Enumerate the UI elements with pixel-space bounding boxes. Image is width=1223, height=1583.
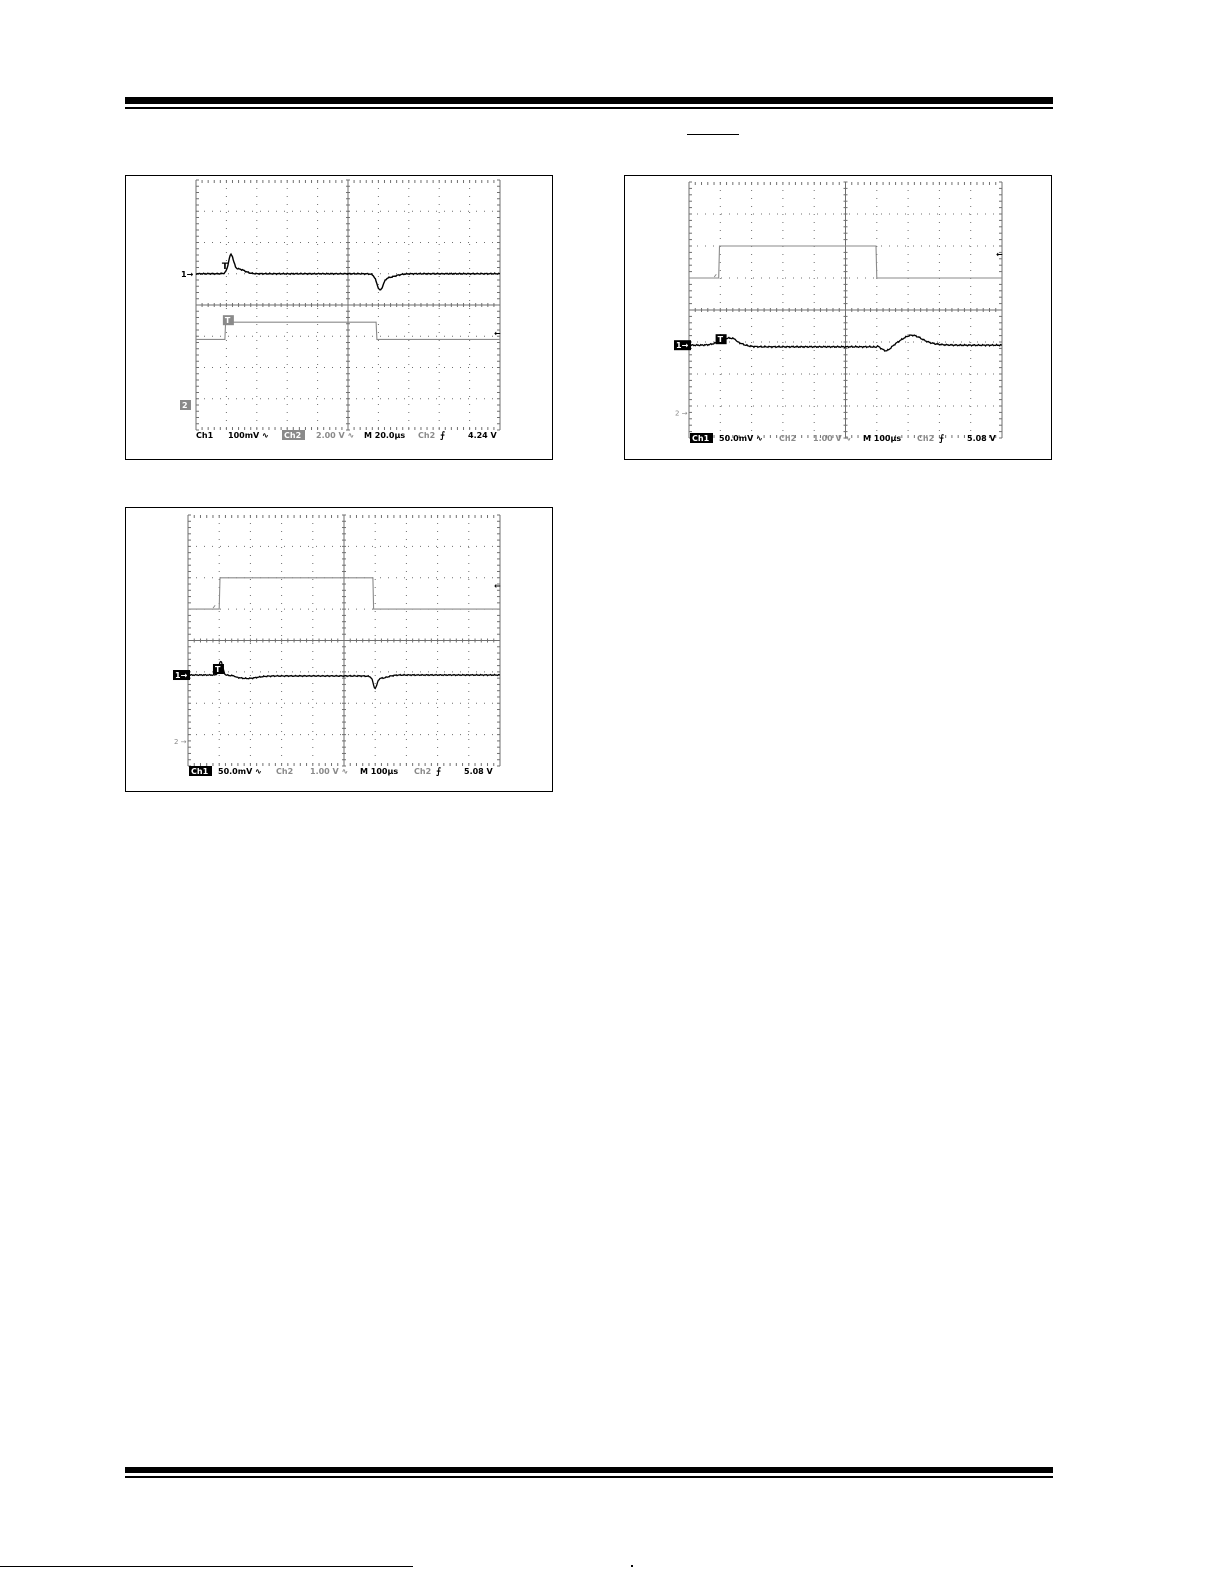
ch2-ground-marker: 2 → <box>174 737 187 746</box>
readout-ch2-label: Ch2 <box>276 767 294 776</box>
ch1-trigger-marker: T <box>221 261 229 272</box>
footer-mark <box>631 1565 633 1567</box>
scope-figure-c <box>125 507 553 792</box>
readout-trigger-level: 4.24 V <box>468 431 497 440</box>
readout-ch1-label: Ch1 <box>692 434 710 443</box>
oscilloscope-screen-b <box>625 176 1053 461</box>
ch1-trigger-marker: T <box>717 335 724 345</box>
readout-timebase: M 100µs <box>360 767 399 776</box>
trigger-level-arrow: ← <box>494 329 501 339</box>
ch2-trigger-marker: ᐟ <box>212 604 216 614</box>
readout-trigger-slope: ⨍ <box>440 431 446 441</box>
ch1-ground-marker: 1→ <box>181 269 194 279</box>
ch2-trigger-marker: ᐟ <box>713 273 718 282</box>
readout-ch2-scale: 2.00 V ∿ <box>316 431 355 440</box>
ch1-ground-marker: 1→ <box>175 671 188 681</box>
readout-ch1-scale: 100mV ∿ <box>228 431 269 440</box>
readout-ch2-scale: 1.00 V ∿ <box>310 767 349 776</box>
ch1-ground-marker: 1→ <box>676 341 689 351</box>
readout-ch1-label: Ch1 <box>196 431 214 440</box>
readout-timebase: M 20.0µs <box>364 431 406 440</box>
scope-figure-a <box>125 175 553 460</box>
readout-trigger-level: 5.08 V <box>967 434 996 443</box>
readout-trigger-source: Ch2 <box>917 434 935 443</box>
readout-trigger-source: Ch2 <box>414 767 432 776</box>
readout-ch2-label: Ch2 <box>284 431 302 440</box>
oscilloscope-screen-c <box>126 508 554 793</box>
header-overline-mark <box>687 134 739 135</box>
readout-trigger-slope: ⨍ <box>939 434 945 444</box>
footer-rule-thin <box>125 1476 1053 1478</box>
ch1-trigger-marker: T <box>214 665 221 675</box>
footer-rule-thick <box>125 1467 1053 1473</box>
ch2-trigger-marker: T <box>224 316 231 326</box>
readout-trigger-level: 5.08 V <box>464 767 493 776</box>
trigger-level-arrow: ← <box>996 250 1003 259</box>
readout-timebase: M 100µs <box>863 434 902 443</box>
header-rule-thick <box>125 97 1053 104</box>
trigger-level-arrow: ← <box>494 581 501 591</box>
readout-ch1-label: Ch1 <box>191 767 209 776</box>
ch2-ground-marker: 2 → <box>675 409 688 418</box>
readout-trigger-source: Ch2 <box>418 431 436 440</box>
readout-ch1-scale: 50.0mV ∿ <box>218 767 262 776</box>
readout-trigger-slope: ⨍ <box>436 767 442 777</box>
readout-ch2-scale: 1.00 V ∿ <box>813 434 852 443</box>
readout-ch2-label: Ch2 <box>779 434 797 443</box>
footer-hairline <box>0 1566 413 1567</box>
readout-ch1-scale: 50.0mV ∿ <box>719 434 763 443</box>
scope-figure-b <box>624 175 1052 460</box>
oscilloscope-screen-a <box>126 176 554 461</box>
ch2-ground-marker: 2 <box>182 401 188 410</box>
header-rule-thin <box>125 107 1053 109</box>
